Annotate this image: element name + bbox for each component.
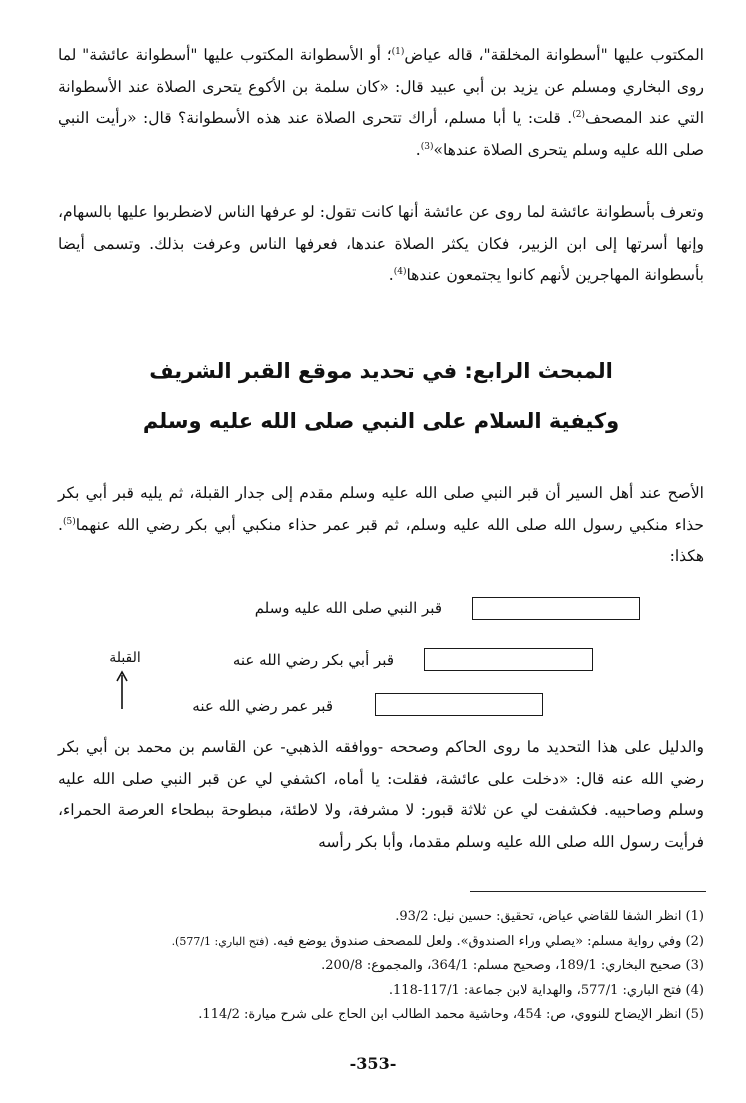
para3-text-b: . هكذا: [58,515,704,565]
footnote-3: (3) صحيح البخاري: 189/1، وصحيح مسلم: 364/1، والمجموع: 200/8. [321,958,704,973]
footnote-ref-4: (4) [393,266,407,277]
section-heading-line-1: المبحث الرابع: في تحديد موقع القبر الشريف [149,359,613,383]
footnote-4: (4) فتح الباري: 577/1، والهداية لابن جماعة: 117/1-118. [388,982,704,998]
grave-label-prophet: قبر النبي صلى الله عليه وسلم [254,599,442,617]
grave-box-prophet [472,597,640,620]
footnote-5: (5) انظر الإيضاح للنووي، ص: 454، وحاشية محمد الطالب ابن الحاج على شرح ميارة: 114/2. [198,1007,704,1022]
para1-text-c: . قلت: يا أبا مسلم، أراك تتحرى الصلاة عند هذه الأسطوانة؟ قال: «رأيت النبي صلى الله عليه وسلم يتحرى الصلاة عندها» [58,109,704,159]
page-number: -353- [349,1054,397,1073]
grave-box-umar [375,693,543,716]
grave-box-abu-bakr [424,648,593,671]
para2-text-b: . [388,266,394,284]
footnotes-list [58,905,704,1028]
footnote-2 [58,930,704,955]
qibla-label: القبلة [109,650,141,666]
footnote-divider [470,891,706,892]
footnote-ref-1: (1) [391,46,405,57]
paragraph-aisha-pillar [58,197,704,292]
paragraph-pillar-inscription [58,40,704,166]
footnote-1: (1) انظر الشفا للقاضي عياض، تحقيق: حسين نيل: 93/2. [395,909,704,924]
section-heading-line-2: وكيفية السلام على النبي صلى الله عليه وسلم [142,409,620,433]
grave-label-umar: قبر عمر رضي الله عنه [192,697,333,715]
para1-text-d: . [415,140,421,159]
footnote-2-ref: (فتح الباري: 577/1). [171,934,269,948]
para3-text-a: الأصح عند أهل السير أن قبر النبي صلى الله عليه وسلم مقدم إلى جدار القبلة، ثم يليه قبر أبي بكر حذاء منكبي رسول الله صلى الله عليه وسلم، ثم قبر عمر حذاء منكبي أبي بكر رضي الله عنهما [58,484,704,534]
paragraph-grave-positions [58,478,704,573]
para1-text-b: ؛ أو الأسطوانة المكتوب عليها "أسطوانة عائشة" لما روى البخاري ومسلم عن يزيد بن أبي عبيد قال: «كان سلمة بن الأكوع يتحرى الصلاة عند الأسطوانة التي عند المصحف [58,46,704,127]
footnote-ref-2: (2) [572,109,585,120]
footnote-2-main: (2) وفي رواية مسلم: «يصلي وراء الصندوق». ولعل للمصحف صندوق يوضع فيه. [272,933,704,949]
footnote-ref-5: (5) [62,516,76,527]
para1-text-a: المكتوب عليها "أسطوانة المخلقة"، قاله عياض [404,46,704,64]
footnote-ref-3: (3) [420,141,434,152]
paragraph-hakim-evidence: والدليل على هذا التحديد ما روى الحاكم وصححه -ووافقه الذهبي- عن القاسم بن محمد بن أبي بكر رضي الله عنه قال: «دخلت على عائشة، فقلت: يا أماه، اكشفي لي عن قبر النبي صلى الله عليه وسلم وصاحبيه. فكشفت لي عن ثلاثة قبور: لا مشرفة، ولا لاطئة، مبطوحة ببطحاء العرصة الحمراء، فرأيت رسول الله صلى الله عليه وسلم مقدما، وأبا بكر رأسه [58,738,704,851]
up-arrow-icon [115,670,129,710]
para2-text-a: وتعرف بأسطوانة عائشة لما روى عن عائشة أنها كانت تقول: لو عرفها الناس لاضطربوا عليها بالسهام، وإنها أسرتها إلى ابن الزبير، فكان يكثر الصلاة عندها، فعرفها الناس وعرفت بذلك. وتسمى أيضا بأسطوانة المهاجرين لأنهم كانوا يجتمعون عندها [58,203,704,284]
grave-label-abu-bakr: قبر أبي بكر رضي الله عنه [232,651,394,669]
